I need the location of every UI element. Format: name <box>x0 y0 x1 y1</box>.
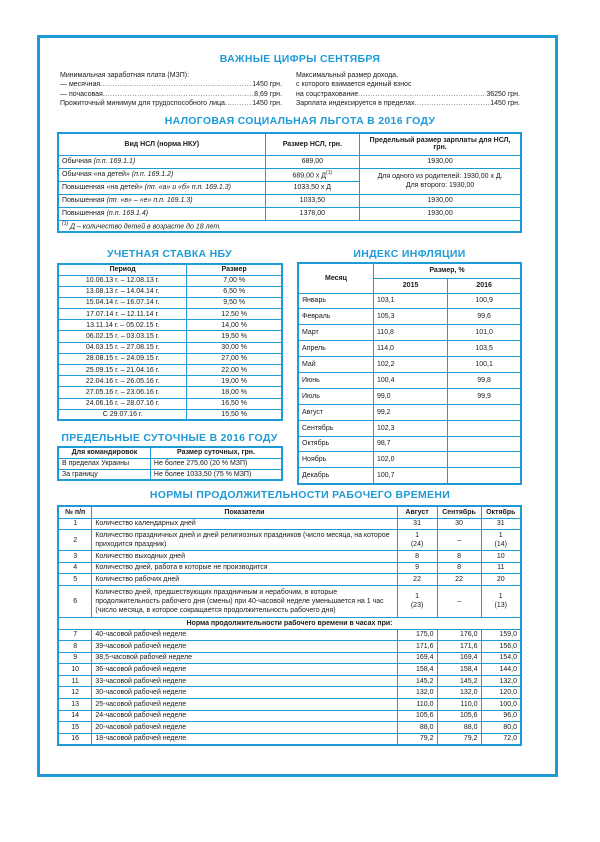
hours-norm-row <box>58 699 521 711</box>
nbu-row <box>58 320 282 331</box>
nsl-ref: (п.п. 169.1.2) <box>131 171 174 178</box>
nbu-period: 13.11.14 г. – 05.02.15 г. <box>58 320 187 331</box>
nbu-rate: 19,00 % <box>187 376 282 387</box>
nbu-period: 27.05.16 г. – 23.06.16 г. <box>58 387 187 398</box>
hourly-value: 8,69 грн. <box>254 90 282 98</box>
nbu-header-rate: Размер <box>187 264 282 275</box>
nbu-table <box>57 263 283 421</box>
inflation-value-2015: 99,2 <box>373 404 447 420</box>
inflation-value-2015: 102,2 <box>373 357 447 373</box>
nbu-period: 15.04.14 г. – 16.07.14 г. <box>58 297 187 308</box>
hours-norm-august: 88,0 <box>397 722 437 734</box>
nsl-size-footnote-mark: (1) <box>326 169 333 176</box>
hours-norm-october: 96,0 <box>481 710 521 722</box>
inflation-row <box>298 436 521 452</box>
hours-number: 9 <box>58 652 92 664</box>
per-diem-destination: В пределах Украины <box>58 458 150 469</box>
hours-value: 31 <box>413 520 421 528</box>
hours-title: НОРМЫ ПРОДОЛЖИТЕЛЬНОСТИ РАБОЧЕГО ВРЕМЕНИ <box>149 489 451 501</box>
hours-norm-august: 79,2 <box>397 733 437 745</box>
nbu-title: УЧЕТНАЯ СТАВКА НБУ <box>107 248 232 260</box>
hours-indicator: Количество дней, работа в которые не производится <box>92 562 397 574</box>
hours-number: 2 <box>58 530 92 551</box>
hours-indicator: Количество дней, предшествующих праздничным и нерабочим, в которые продолжительность рабочего дня (смены) при 40-часовой неделе уменьшается на 1 час (число месяца, в которое сокращается продолжительность рабочего дня) <box>92 585 397 617</box>
inflation-month: Декабрь <box>298 468 373 484</box>
hours-norm-september: 132,0 <box>437 687 481 699</box>
inflation-month: Июль <box>298 388 373 404</box>
hours-norm-october: 80,0 <box>481 722 521 734</box>
nsl-table <box>57 132 522 233</box>
hours-norm-label: 39-часовой рабочей неделе <box>92 641 397 653</box>
nbu-row <box>58 353 282 364</box>
inflation-month: Январь <box>298 293 373 309</box>
inflation-value-2016 <box>448 452 521 468</box>
nsl-row <box>58 155 521 168</box>
nsl-title: НАЛОГОВАЯ СОЦИАЛЬНАЯ ЛЬГОТА В 2016 ГОДУ <box>164 115 436 127</box>
nsl-size: 1378,00 <box>265 207 360 220</box>
hours-value-date: (24) <box>410 541 424 548</box>
hours-norm-october: 132,0 <box>481 675 521 687</box>
hours-norm-august: 171,6 <box>397 641 437 653</box>
hours-norm-september: 169,4 <box>437 652 481 664</box>
hours-table <box>57 505 522 746</box>
max-income-line1: Максимальный размер дохода, <box>296 72 398 79</box>
nbu-row <box>58 297 282 308</box>
hours-value-aug <box>397 518 437 530</box>
hours-value-aug <box>397 551 437 563</box>
hours-value-sep <box>437 574 481 586</box>
hours-value-oct <box>481 530 521 551</box>
max-income-line2: с которого взимается единый взнос <box>296 81 412 89</box>
hours-indicator: Количество праздничных дней и дней религиозных праздников (число месяца, на которое приходится праздник) <box>92 530 397 551</box>
per-diem-table <box>57 446 283 481</box>
hours-value-sep <box>437 518 481 530</box>
hours-number: 13 <box>58 699 92 711</box>
inflation-table <box>297 262 522 485</box>
inflation-value-2016: 99,6 <box>448 309 521 325</box>
hours-subheader-row <box>58 617 521 629</box>
nsl-size: 1033,50 <box>265 194 360 207</box>
hours-header-august: Август <box>397 506 437 518</box>
per-diem-title: ПРЕДЕЛЬНЫЕ СУТОЧНЫЕ В 2016 ГОДУ <box>61 432 278 444</box>
nsl-row <box>58 168 521 181</box>
inflation-row <box>298 357 521 373</box>
nsl-header-row <box>58 133 521 155</box>
inflation-value-2015: 102,0 <box>373 452 447 468</box>
hours-norm-september: 88,0 <box>437 722 481 734</box>
inflation-value-2016 <box>448 468 521 484</box>
nsl-note: Д – количество детей в возрасте до 18 лет. <box>70 223 222 231</box>
nbu-row <box>58 398 282 409</box>
min-wage-label: Минимальная заработная плата (МЗП): <box>60 72 190 79</box>
hours-number: 12 <box>58 687 92 699</box>
hours-row <box>58 530 521 551</box>
hours-norm-september: 158,4 <box>437 664 481 676</box>
hours-number: 4 <box>58 562 92 574</box>
inflation-value-2016 <box>448 436 521 452</box>
nsl-size: 689,00 х Д <box>292 172 327 180</box>
nbu-rate: 9,50 % <box>187 297 282 308</box>
hours-norm-august: 110,0 <box>397 699 437 711</box>
hours-subheader: Норма продолжительности рабочего времени в часах при: <box>58 617 521 629</box>
inflation-month: Июнь <box>298 372 373 388</box>
subsistence-value: 1450 грн. <box>252 99 282 107</box>
inflation-value-2016: 103,5 <box>448 341 521 357</box>
hours-value: 8 <box>457 564 461 572</box>
inflation-month: Март <box>298 325 373 341</box>
inflation-row <box>298 309 521 325</box>
inflation-value-2015: 103,1 <box>373 293 447 309</box>
hours-value-oct <box>481 518 521 530</box>
hours-norm-label: 30-часовой рабочей неделе <box>92 687 397 699</box>
indexation-label: Зарплата индексируется в пределах <box>296 99 415 107</box>
hourly-label: — почасовая <box>60 90 103 98</box>
nsl-header-type: Вид НСЛ (норма НКУ) <box>58 133 265 155</box>
hours-value: 8 <box>415 552 420 560</box>
hours-norm-august: 132,0 <box>397 687 437 699</box>
per-diem-amount: Не более 1033,50 (75 % МЗП) <box>150 469 282 480</box>
nbu-rate: 15,50 % <box>187 409 282 420</box>
per-diem-destination: За границу <box>58 469 150 480</box>
min-wage-hourly <box>60 90 282 99</box>
nsl-type: Повышенная <box>62 210 105 217</box>
hours-value-sep <box>437 585 481 617</box>
inflation-month: Август <box>298 404 373 420</box>
nbu-header-period: Период <box>58 264 187 275</box>
nsl-limit: 1930,00 <box>360 194 521 207</box>
nsl-limit: 1930,00 <box>360 155 521 168</box>
hours-number: 10 <box>58 664 92 676</box>
indexation <box>296 99 520 108</box>
hours-header-number: № п/п <box>58 506 92 518</box>
hours-norm-september: 79,2 <box>437 733 481 745</box>
inflation-month: Сентябрь <box>298 420 373 436</box>
per-diem-amount: Не более 275,60 (20 % МЗП) <box>150 458 282 469</box>
nsl-size: 1033,50 х Д <box>265 181 360 194</box>
per-diem-header-trip: Для командировок <box>58 447 150 458</box>
nbu-row <box>58 365 282 376</box>
hours-norm-august: 169,4 <box>397 652 437 664</box>
inflation-month: Май <box>298 357 373 373</box>
hours-header-october: Октябрь <box>481 506 521 518</box>
hours-value-oct <box>481 585 521 617</box>
hours-value: – <box>457 536 461 544</box>
per-diem-row <box>58 458 282 469</box>
hours-norm-october: 100,0 <box>481 699 521 711</box>
hours-norm-label: 38,5-часовой рабочей неделе <box>92 652 397 664</box>
hours-value-oct <box>481 574 521 586</box>
inflation-month: Апрель <box>298 341 373 357</box>
hours-value-date: (14) <box>494 541 507 548</box>
nbu-row <box>58 331 282 342</box>
nbu-rate: 22,00 % <box>187 365 282 376</box>
per-diem-row <box>58 469 282 480</box>
nbu-row <box>58 309 282 320</box>
nbu-period: С 29.07.16 г. <box>58 409 187 420</box>
monthly-label: — месячная <box>60 81 101 89</box>
inflation-value-2016: 99,8 <box>448 372 521 388</box>
hours-header-indicator: Показатели <box>92 506 397 518</box>
nsl-ref: (пп. «а» и «б» п.п. 169.1.3) <box>144 184 231 191</box>
hours-norm-label: 24-часовой рабочей неделе <box>92 710 397 722</box>
hours-value-sep <box>437 551 481 563</box>
hours-row <box>58 518 521 530</box>
nbu-rate: 7,00 % <box>187 275 282 286</box>
hours-norm-october: 120,0 <box>481 687 521 699</box>
hours-value: 20 <box>496 575 505 583</box>
hours-value-oct <box>481 562 521 574</box>
nbu-rate: 16,50 % <box>187 398 282 409</box>
hours-value: 1 <box>498 593 503 600</box>
hours-value-aug <box>397 530 437 551</box>
inflation-row <box>298 293 521 309</box>
hours-norm-august: 145,2 <box>397 675 437 687</box>
hours-value: 30 <box>455 520 463 528</box>
nbu-period: 17.07.14 г. – 12.11.14 г. <box>58 309 187 320</box>
inflation-value-2015: 105,3 <box>373 309 447 325</box>
inflation-value-2016 <box>448 420 521 436</box>
monthly-value: 1450 грн. <box>252 81 282 89</box>
hours-number: 8 <box>58 641 92 653</box>
hours-value-date: (13) <box>494 602 507 609</box>
hours-value-oct <box>481 551 521 563</box>
subsistence-label: Прожиточный минимум для трудоспособного лица <box>60 99 225 107</box>
hours-norm-row <box>58 710 521 722</box>
nbu-period: 10.06.13 г. – 12.08.13 г. <box>58 275 187 286</box>
subsistence-min <box>60 99 282 108</box>
hours-value: 9 <box>415 564 420 572</box>
hours-row <box>58 551 521 563</box>
hours-number: 15 <box>58 722 92 734</box>
nbu-rate: 27,00 % <box>187 353 282 364</box>
key-figures-right <box>296 71 520 108</box>
hours-norm-october: 156,0 <box>481 641 521 653</box>
hours-indicator: Количество выходных дней <box>92 551 397 563</box>
hours-value: 1 <box>498 532 503 539</box>
inflation-row <box>298 404 521 420</box>
hours-norm-row <box>58 652 521 664</box>
inflation-value-2015: 99,0 <box>373 388 447 404</box>
nsl-type: Обычная <box>62 158 92 165</box>
hours-value-aug <box>397 574 437 586</box>
hours-norm-october: 144,0 <box>481 664 521 676</box>
inflation-value-2015: 102,3 <box>373 420 447 436</box>
nbu-rate: 14,00 % <box>187 320 282 331</box>
hours-value: 22 <box>413 575 421 583</box>
hours-value: 8 <box>457 552 461 560</box>
nsl-type: Повышенная «на детей» <box>62 184 143 191</box>
hours-norm-label: 36-часовой рабочей неделе <box>92 664 397 676</box>
nsl-type: Обычная «на детей» <box>62 171 130 178</box>
hours-row <box>58 562 521 574</box>
max-income-line3: на соцстрахование <box>296 90 359 98</box>
nbu-period: 25.09.15 г. – 21.04.16 г. <box>58 365 187 376</box>
hours-number: 6 <box>58 585 92 617</box>
hours-norm-label: 25-часовой рабочей неделе <box>92 699 397 711</box>
nbu-row <box>58 376 282 387</box>
hours-value: 11 <box>497 564 505 572</box>
hours-number: 7 <box>58 629 92 641</box>
hours-norm-october: 72,0 <box>481 733 521 745</box>
inflation-header-size: Размер, % <box>373 263 521 278</box>
hours-norm-october: 159,0 <box>481 629 521 641</box>
nbu-row <box>58 342 282 353</box>
hours-number: 11 <box>58 675 92 687</box>
hours-value-sep <box>437 530 481 551</box>
nbu-rate: 12,50 % <box>187 309 282 320</box>
inflation-row <box>298 452 521 468</box>
hours-number: 5 <box>58 574 92 586</box>
nbu-row <box>58 275 282 286</box>
hours-norm-september: 171,6 <box>437 641 481 653</box>
inflation-row <box>298 325 521 341</box>
hours-norm-row <box>58 722 521 734</box>
hours-value-date: (23) <box>410 602 424 609</box>
hours-norm-row <box>58 664 521 676</box>
min-wage-monthly <box>60 80 282 89</box>
inflation-value-2015: 114,0 <box>373 341 447 357</box>
hours-norm-label: 40-часовой рабочей неделе <box>92 629 397 641</box>
nbu-rate: 19,50 % <box>187 331 282 342</box>
hours-value: 1 <box>415 593 420 600</box>
hours-norm-september: 105,6 <box>437 710 481 722</box>
nsl-row <box>58 207 521 220</box>
hours-value-aug <box>397 585 437 617</box>
hours-value-aug <box>397 562 437 574</box>
hours-norm-label: 20-часовой рабочей неделе <box>92 722 397 734</box>
hours-norm-row <box>58 675 521 687</box>
nsl-size: 689,00 <box>265 155 360 168</box>
hours-norm-row <box>58 733 521 745</box>
hours-number: 16 <box>58 733 92 745</box>
nsl-limit-parent-one: Для одного из родителей: 1930,00 х Д. <box>377 173 503 180</box>
inflation-row <box>298 468 521 484</box>
hours-norm-august: 105,6 <box>397 710 437 722</box>
inflation-month: Февраль <box>298 309 373 325</box>
hours-norm-label: 33-часовой рабочей неделе <box>92 675 397 687</box>
hours-norm-october: 154,0 <box>481 652 521 664</box>
nsl-ref: (пп. «в» – «е» п.п. 169.1.3) <box>106 197 193 204</box>
inflation-value-2016: 101,0 <box>448 325 521 341</box>
nbu-period: 06.02.15 г. – 03.03.15 г. <box>58 331 187 342</box>
nbu-period: 13.08.13 г. – 14.04.14 г. <box>58 286 187 297</box>
nbu-rate: 30,00 % <box>187 342 282 353</box>
hours-value: – <box>457 597 461 605</box>
hours-number: 1 <box>58 518 92 530</box>
inflation-header-2015: 2015 <box>373 278 447 293</box>
inflation-header-2016: 2016 <box>448 278 521 293</box>
nbu-period: 22.04.16 г. – 26.05.16 г. <box>58 376 187 387</box>
nsl-type: Повышенная <box>62 197 105 204</box>
nsl-header-limit: Предельный размер зарплаты для НСЛ, грн. <box>360 133 521 155</box>
inflation-value-2015: 100,4 <box>373 372 447 388</box>
key-figures-left <box>60 71 282 108</box>
nsl-limit-parent-two: Для второго: 1930,00 <box>405 182 475 189</box>
inflation-value-2016: 99,9 <box>448 388 521 404</box>
hours-row <box>58 585 521 617</box>
inflation-month: Октябрь <box>298 436 373 452</box>
inflation-row <box>298 388 521 404</box>
inflation-value-2015: 98,7 <box>373 436 447 452</box>
hours-value: 10 <box>496 552 505 560</box>
hours-value: 31 <box>496 520 505 528</box>
per-diem-header-amount: Размер суточных, грн. <box>150 447 282 458</box>
nsl-ref: (п.п. 169.1.4) <box>106 210 149 217</box>
nbu-rate: 18,00 % <box>187 387 282 398</box>
hours-norm-august: 175,0 <box>397 629 437 641</box>
nsl-ref: (п.п. 169.1.1) <box>93 158 136 165</box>
hours-norm-september: 176,0 <box>437 629 481 641</box>
inflation-value-2016: 100,1 <box>448 357 521 373</box>
inflation-row <box>298 372 521 388</box>
hours-norm-label: 18-часовой рабочей неделе <box>92 733 397 745</box>
nbu-row <box>58 286 282 297</box>
inflation-row <box>298 341 521 357</box>
hours-norm-row <box>58 629 521 641</box>
key-figures-title: ВАЖНЫЕ ЦИФРЫ СЕНТЯБРЯ <box>219 53 381 65</box>
nbu-period: 24.06.16 г. – 28.07.16 г. <box>58 398 187 409</box>
inflation-title: ИНДЕКС ИНФЛЯЦИИ <box>353 248 466 260</box>
inflation-month: Ноябрь <box>298 452 373 468</box>
inflation-value-2016: 100,9 <box>448 293 521 309</box>
nsl-row <box>58 194 521 207</box>
hours-value: 1 <box>415 532 420 539</box>
hours-header-september: Сентябрь <box>437 506 481 518</box>
hours-norm-row <box>58 641 521 653</box>
inflation-row <box>298 420 521 436</box>
hours-norm-september: 145,2 <box>437 675 481 687</box>
hours-norm-september: 110,0 <box>437 699 481 711</box>
hours-norm-row <box>58 687 521 699</box>
hours-number: 14 <box>58 710 92 722</box>
nsl-note-mark: (1) <box>62 221 69 228</box>
nbu-period: 04.03.15 г. – 27.08.15 г. <box>58 342 187 353</box>
nsl-note-row <box>58 220 521 232</box>
inflation-value-2015: 110,8 <box>373 325 447 341</box>
max-income-value: 36250 грн. <box>486 90 520 98</box>
inflation-header-month: Месяц <box>298 263 373 293</box>
max-income <box>296 90 520 99</box>
hours-value: 22 <box>455 575 463 583</box>
hours-indicator: Количество рабочих дней <box>92 574 397 586</box>
hours-norm-august: 158,4 <box>397 664 437 676</box>
nsl-limit: 1930,00 <box>360 207 521 220</box>
indexation-value: 1450 грн. <box>490 99 520 107</box>
nbu-period: 28.08.15 г. – 24.09.15 г. <box>58 353 187 364</box>
nbu-rate: 6,50 % <box>187 286 282 297</box>
nsl-header-size: Размер НСЛ, грн. <box>265 133 360 155</box>
hours-number: 3 <box>58 551 92 563</box>
inflation-value-2015: 100,7 <box>373 468 447 484</box>
hours-value-sep <box>437 562 481 574</box>
hours-indicator: Количество календарных дней <box>92 518 397 530</box>
nbu-row <box>58 387 282 398</box>
hours-row <box>58 574 521 586</box>
nbu-row <box>58 409 282 420</box>
inflation-value-2016 <box>448 404 521 420</box>
